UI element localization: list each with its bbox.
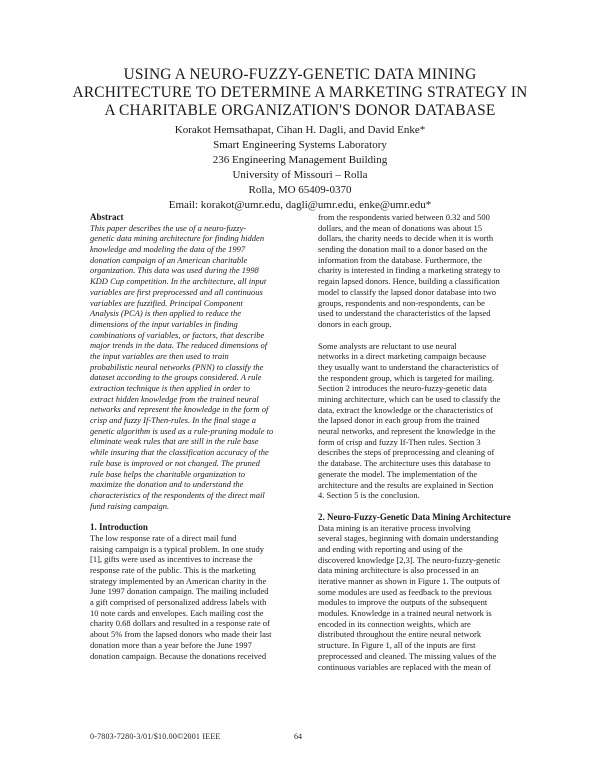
text-line: networks and represent the knowledge in the form of	[90, 404, 269, 415]
text-line: donors in each group.	[318, 318, 392, 329]
text-line: [1], gifts were used as incentives to increase the	[90, 554, 253, 565]
text-line: crisp and fuzzy If-Then-rules. In the final stage a	[90, 415, 256, 426]
text-line: dataset according to the groups considered. A rule	[90, 372, 262, 383]
text-line: donation campaign. Because the donations received	[90, 650, 267, 661]
text-line: strategy implemented by an American charity in the	[90, 575, 267, 586]
text-line: charity 0.68 dollars and resulted in a response rate of	[90, 618, 270, 629]
text-line: Section 2 introduces the neuro-fuzzy-genetic data	[318, 383, 487, 394]
introduction-heading: 1. Introduction	[90, 522, 148, 533]
text-line: discovered knowledge [2,3]. The neuro-fuzzy-genetic	[318, 554, 501, 565]
text-line: information from the database. Furthermore, the	[318, 254, 483, 265]
footer-isbn: 0-7803-7280-3/01/$10.00©2001 IEEE	[90, 732, 221, 741]
text-line: several stages, beginning with domain understanding	[318, 533, 499, 544]
title-line: ARCHITECTURE TO DETERMINE A MARKETING STRATEGY IN	[72, 84, 528, 101]
affiliation-university: University of Missouri – Rolla	[232, 169, 368, 181]
title-line: USING A NEURO-FUZZY-GENETIC DATA MINING	[123, 66, 477, 83]
text-line: raising campaign is a typical problem. In one study	[90, 543, 264, 554]
text-line: Data mining is an iterative process involving	[318, 522, 471, 533]
text-line: modules. Knowledge in a trained neural network is	[318, 608, 492, 619]
affiliation-city: Rolla, MO 65409-0370	[248, 184, 352, 196]
text-line: KDD Cup competition. In the architecture, all input	[90, 276, 267, 287]
introduction-continued-text	[318, 212, 533, 330]
text-line: Analysis (PCA) is then applied to reduce the	[90, 308, 241, 319]
left-column	[90, 212, 305, 661]
abstract-heading: Abstract	[90, 212, 124, 222]
text-line: genetic algorithm is used as a rule-pruning module to	[90, 425, 274, 436]
text-line: sending the donation mail to a donor based on the	[318, 244, 488, 255]
text-line: structure. In Figure 1, all of the inputs are first	[318, 640, 476, 651]
text-line: rule base is improved or not changed. The pruned	[90, 457, 260, 468]
text-line: genetic data mining architecture for finding hidden	[90, 233, 265, 244]
text-line: This paper describes the use of a neuro-fuzzy-	[90, 222, 247, 233]
text-line: a gift comprised of personalized address labels with	[90, 597, 267, 608]
text-line: model to classify the lapsed donor database into two	[318, 286, 496, 297]
affiliation-lab: Smart Engineering Systems Laboratory	[213, 139, 387, 151]
text-line: June 1997 donation campaign. The mailing included	[90, 586, 269, 597]
text-line: 4. Section 5 is the conclusion.	[318, 490, 420, 501]
author-block	[100, 123, 500, 213]
text-line: from the respondents varied between 0.32 and 500	[318, 212, 490, 222]
text-line: donation campaign of an American charitable	[90, 254, 248, 265]
text-line: variables are fuzzified. Principal Component	[90, 297, 243, 308]
text-line: dollars, the charity needs to decide when it is worth	[318, 233, 494, 244]
text-line: distributed throughout the entire neural network	[318, 629, 482, 640]
paper-title	[60, 66, 540, 120]
text-line: modules to improve the outputs of the subsequent	[318, 597, 488, 608]
text-line: 10 note cards and envelopes. Each mailing cost the	[90, 607, 264, 618]
affiliation-building: 236 Engineering Management Building	[212, 154, 388, 166]
text-line: about 5% from the lapsed donors who made their last	[90, 629, 272, 640]
text-line: preprocessed and cleaned. The missing values of the	[318, 650, 497, 661]
text-line: networks in a direct marketing campaign because	[318, 351, 487, 362]
introduction-paragraph-2	[318, 341, 533, 501]
text-line: charity is interested in finding a marketing strategy to	[318, 265, 501, 276]
text-line: they usually want to understand the characteristics of	[318, 361, 499, 372]
text-line: neural networks, and represent the knowledge in the	[318, 426, 496, 437]
text-line: characteristics of the respondents of the direct mail	[90, 489, 265, 500]
section-2-text	[318, 523, 533, 673]
right-column	[318, 212, 533, 672]
text-line: the input variables are then used to train	[90, 350, 229, 361]
text-line: continuous variables are replaced with the mean of	[318, 661, 492, 672]
text-line: response rate of the public. This is the marketing	[90, 565, 256, 575]
text-line: mining architecture, which can be used to classify the	[318, 394, 501, 404]
abstract-text	[90, 223, 305, 512]
text-line: dimensions of the input variables in finding	[90, 318, 238, 329]
text-line: probabilistic neural networks (PNN) to classify the	[90, 361, 264, 372]
text-line: the respondent group, which is targeted for mailing.	[318, 372, 495, 383]
text-line: encoded in its connection weights, which are	[318, 618, 471, 629]
text-line: generate the model. The implementation of the	[318, 468, 478, 479]
text-line: the lapsed donor in each group from the trained	[318, 415, 480, 426]
text-line: iterative manner as shown in Figure 1. The outputs of	[318, 576, 501, 586]
text-line: extraction technique is then applied in order to	[90, 383, 250, 393]
text-line: rule base helps the charitable organization to	[90, 468, 246, 479]
text-line: while insuring that the classification accuracy of the	[90, 447, 269, 458]
text-line: used to understand the characteristics of the lapsed	[318, 308, 491, 319]
author-emails: Email: korakot@umr.edu, dagli@umr.edu, enke@umr.edu*	[168, 199, 432, 211]
text-line: data mining architecture is also processed in an	[318, 565, 479, 576]
text-line: extract hidden knowledge from the trained neural	[90, 393, 259, 404]
text-line: form of crisp and fuzzy If-Then rules. Section 3	[318, 436, 481, 447]
text-line: data, extract the knowledge or the characteristics of	[318, 404, 494, 415]
text-line: Some analysts are reluctant to use neural	[318, 340, 457, 351]
text-line: the database. The architecture uses this database to	[318, 458, 491, 469]
text-line: describes the steps of preprocessing and cleaning of	[318, 447, 495, 458]
text-line: dollars, and the mean of donations was about 15	[318, 222, 483, 233]
text-line: fund raising campaign.	[90, 500, 170, 511]
title-line: A CHARITABLE ORGANIZATION'S DONOR DATABASE	[104, 102, 496, 119]
text-line: some modules are used as feedback to the previous	[318, 586, 492, 597]
section-2-heading: 2. Neuro-Fuzzy-Genetic Data Mining Architecture	[318, 511, 511, 522]
text-line: combinations of variables, or factors, that describe	[90, 329, 265, 340]
text-line: eliminate weak rules that are still in the rule base	[90, 436, 259, 447]
introduction-text	[90, 533, 305, 661]
text-line: major trends in the data. The reduced dimensions of	[90, 340, 268, 351]
text-line: architecture and the results are explained in Section	[318, 479, 494, 490]
text-line: groups, respondents and non-respondents, can be	[318, 297, 485, 308]
text-line: knowledge and modeling the data of the 1997	[90, 244, 246, 255]
text-line: variables are first preprocessed and all continuous	[90, 286, 263, 297]
page-number: 64	[294, 732, 302, 741]
text-line: and ending with reporting and using of the	[318, 543, 463, 554]
text-line: organization. This data was used during the 1998	[90, 265, 259, 276]
text-line: The low response rate of a direct mail fund	[90, 532, 237, 543]
text-line: maximize the donation and to understand the	[90, 479, 244, 490]
text-line: regain lapsed donors. Hence, building a classification	[318, 276, 500, 287]
text-line: donation more than a year before the June 1997	[90, 639, 252, 650]
author-names: Korakot Hemsathapat, Cihan H. Dagli, and David Enke*	[174, 124, 426, 136]
